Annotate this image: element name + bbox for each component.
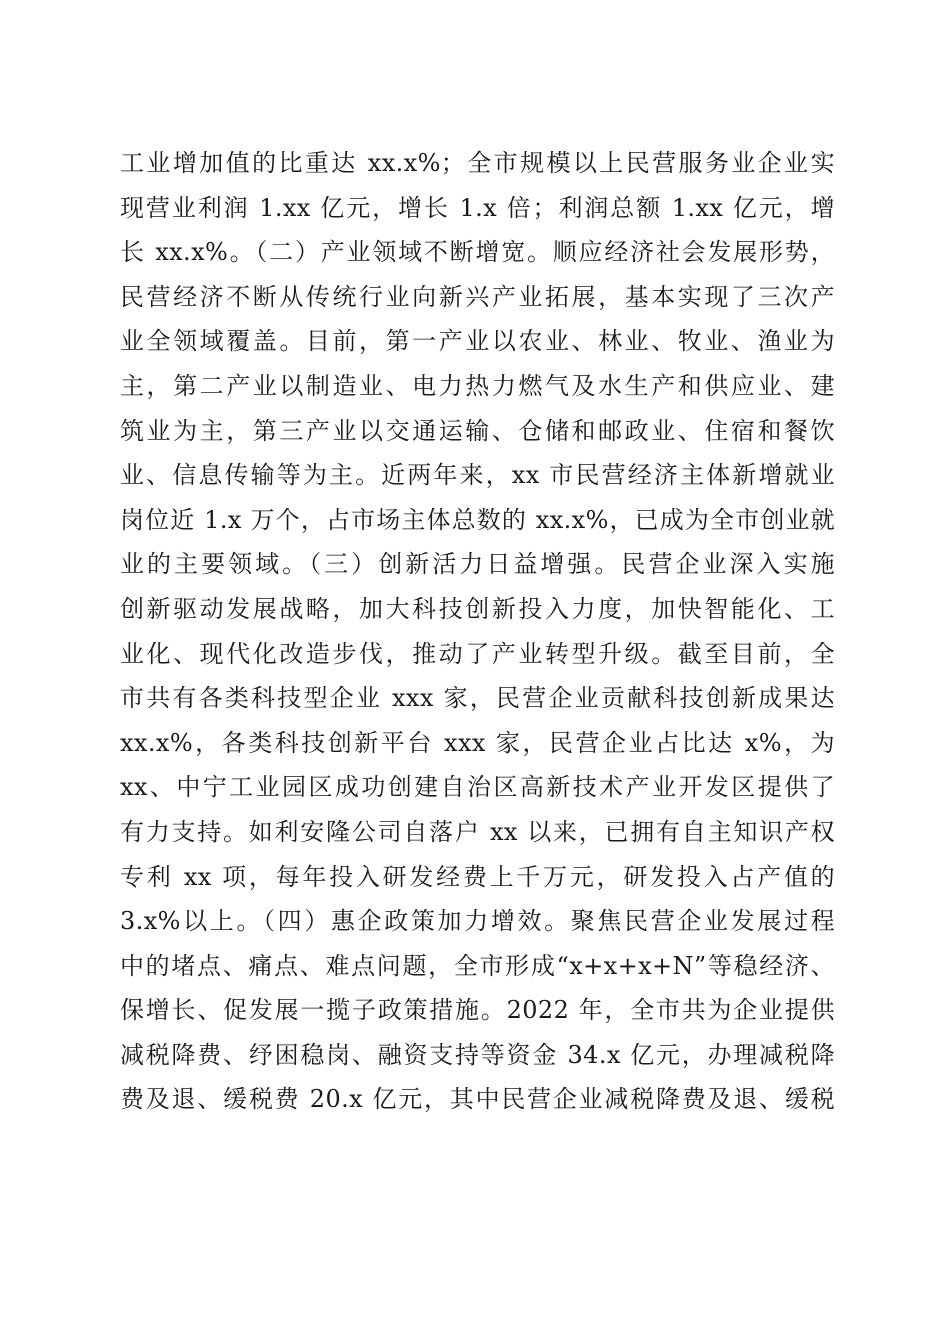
text-line: 减税降费、纾困稳岗、融资支持等资金 34.x 亿元，办理减税降 xyxy=(120,1040,835,1069)
text-line: 中的堵点、痛点、难点问题，全市形成“x+x+x+N”等稳经济、 xyxy=(120,951,835,980)
text-line: 长 xx.x%。（二）产业领域不断增宽。顺应经济社会发展形势， xyxy=(120,238,835,267)
text-line: 3.x%以上。（四）惠企政策加力增效。聚焦民营企业发展过程 xyxy=(120,907,835,936)
text-line: 费及退、缓税费 20.x 亿元，其中民营企业减税降费及退、缓税 xyxy=(120,1085,835,1114)
text-line: 业的主要领域。（三）创新活力日益增强。民营企业深入实施 xyxy=(120,550,835,579)
text-line: 市共有各类科技型企业 xxx 家，民营企业贡献科技创新成果达 xyxy=(120,684,835,713)
text-line: 现营业利润 1.xx 亿元，增长 1.x 倍；利润总额 1.xx 亿元，增 xyxy=(120,193,835,222)
text-line: 业、信息传输等为主。近两年来，xx 市民营经济主体新增就业 xyxy=(120,461,835,490)
body-paragraph xyxy=(120,141,835,1122)
text-line: 创新驱动发展战略，加大科技创新投入力度，加快智能化、工 xyxy=(120,594,835,623)
text-line: 筑业为主，第三产业以交通运输、仓储和邮政业、住宿和餐饮 xyxy=(120,416,835,445)
text-line: xx、中宁工业园区成功创建自治区高新技术产业开发区提供了 xyxy=(120,773,835,802)
text-line: 业全领域覆盖。目前，第一产业以农业、林业、牧业、渔业为 xyxy=(120,327,835,356)
text-line: 业化、现代化改造步伐，推动了产业转型升级。截至目前，全 xyxy=(120,639,835,668)
text-line: 主，第二产业以制造业、电力热力燃气及水生产和供应业、建 xyxy=(120,371,835,400)
text-line: 有力支持。如利安隆公司自落户 xx 以来，已拥有自主知识产权 xyxy=(120,817,835,846)
text-line: 岗位近 1.x 万个，占市场主体总数的 xx.x%，已成为全市创业就 xyxy=(120,505,835,534)
text-line: 民营经济不断从传统行业向新兴产业拓展，基本实现了三次产 xyxy=(120,282,835,311)
text-line: 工业增加值的比重达 xx.x%；全市规模以上民营服务业企业实 xyxy=(120,149,835,177)
text-line: 保增长、促发展一揽子政策措施。2022 年，全市共为企业提供 xyxy=(120,996,835,1025)
text-line: 专利 xx 项，每年投入研发经费上千万元，研发投入占产值的 xyxy=(120,862,835,891)
text-line: xx.x%，各类科技创新平台 xxx 家，民营企业占比达 x%，为 xyxy=(120,728,835,757)
